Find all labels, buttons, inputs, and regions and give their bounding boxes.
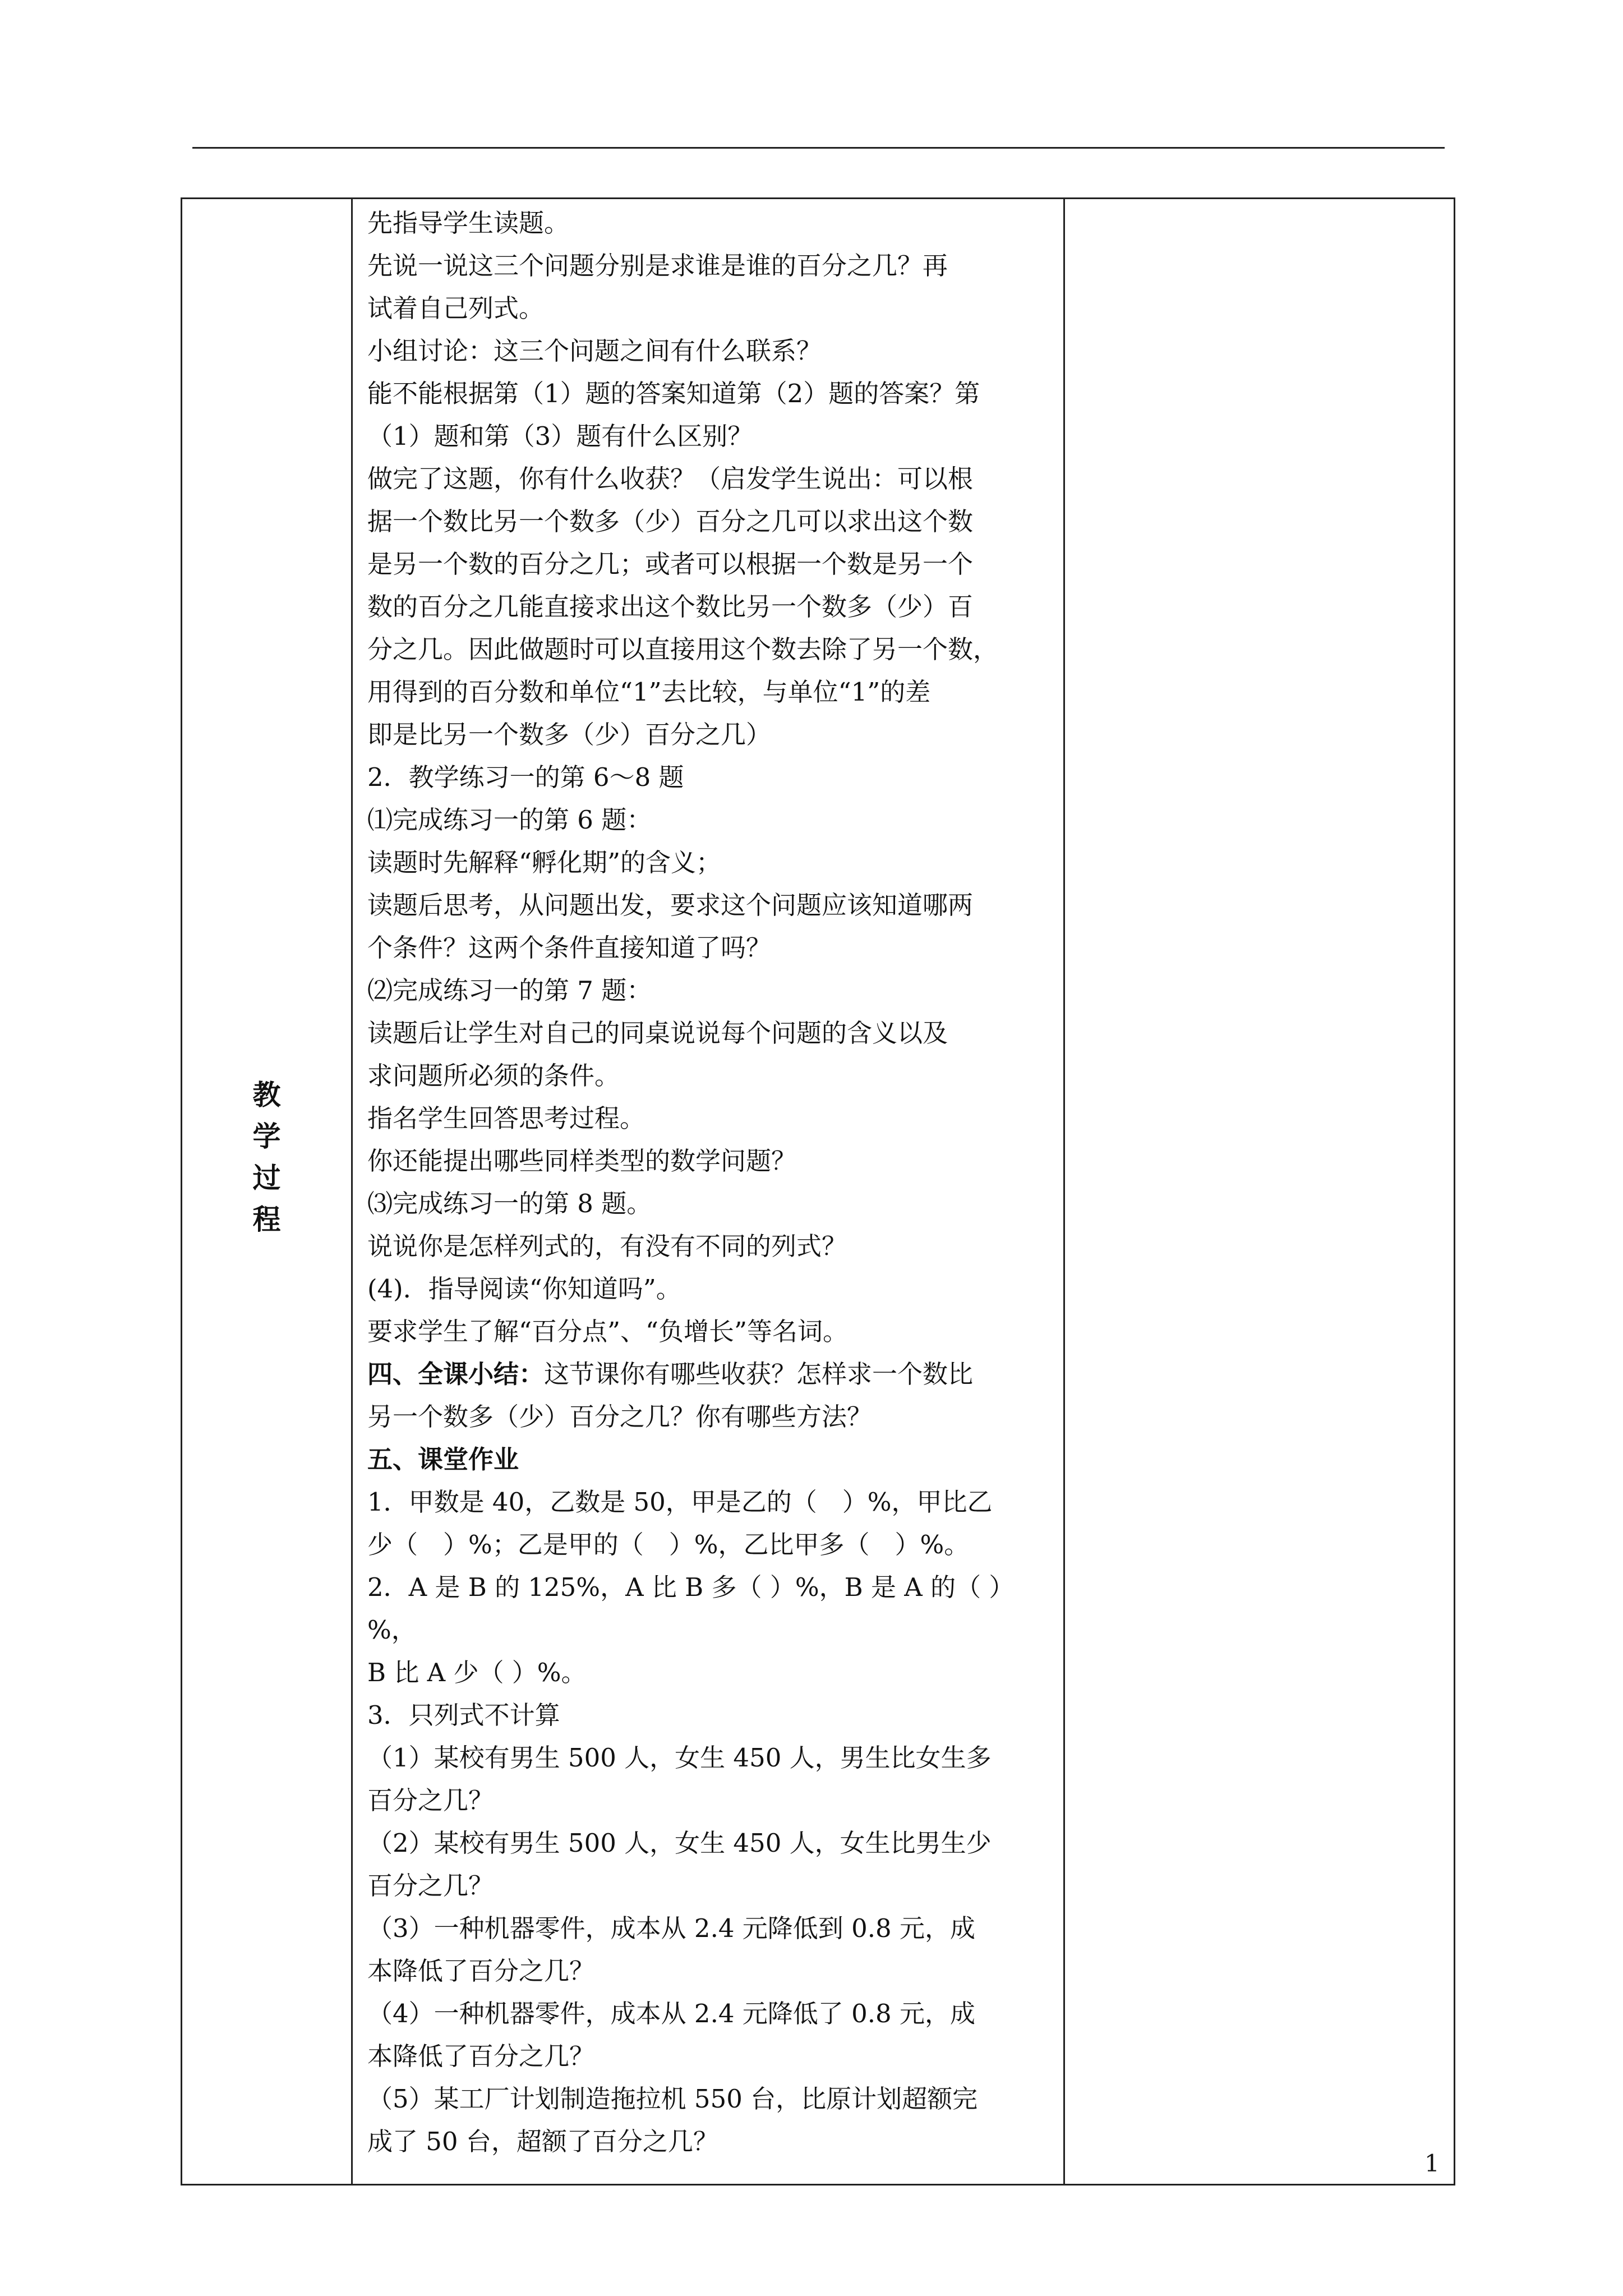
summary-text: 这节课你有哪些收获？怎样求一个数比 — [544, 1359, 974, 1389]
column-divider-left — [351, 199, 353, 2184]
section-label-teaching-process — [182, 1074, 351, 1240]
content-line: 据一个数比另一个数多（少）百分之几可以求出这个数 — [367, 507, 974, 536]
homework-line: （4）一种机器零件，成本从 2.4 元降低了 0.8 元，成 — [367, 1999, 975, 2028]
homework-line: 1．甲数是 40，乙数是 50，甲是乙的（ ）%，甲比乙 — [367, 1487, 993, 1517]
homework-line: （2）某校有男生 500 人，女生 450 人，女生比男生少 — [367, 1828, 992, 1858]
content-line: ⑵完成练习一的第 7 题： — [367, 976, 652, 1005]
content-line: ⑴完成练习一的第 6 题： — [367, 805, 652, 835]
summary-line: 另一个数多（少）百分之几？你有哪些方法？ — [367, 1402, 873, 1432]
homework-line: B 比 A 少（ ）%。 — [367, 1658, 587, 1687]
content-line: 做完了这题，你有什么收获？（启发学生说出：可以根 — [367, 464, 974, 494]
content-line: 求问题所必须的条件。 — [367, 1061, 620, 1091]
homework-line: 2．A 是 B 的 125%，A 比 B 多（ ）%，B 是 A 的（ ）%， — [367, 1572, 1015, 1645]
content-line: 读题后思考，从问题出发，要求这个问题应该知道哪两 — [367, 890, 974, 920]
content-line: 读题时先解释“孵化期”的含义； — [367, 848, 722, 877]
content-line: ⑶完成练习一的第 8 题。 — [367, 1189, 652, 1218]
section-label-char: 学 — [252, 1120, 281, 1153]
content-line: 分之几。因此做题时可以直接用这个数去除了另一个数， — [367, 634, 999, 664]
homework-line: （5）某工厂计划制造拖拉机 550 台，比原计划超额完 — [367, 2084, 978, 2114]
homework-line: 百分之几？ — [367, 1786, 494, 1815]
content-line: (4)．指导阅读“你知道吗”。 — [367, 1274, 681, 1304]
summary-heading: 四、全课小结： — [367, 1359, 545, 1389]
content-line: 数的百分之几能直接求出这个数比另一个数多（少）百 — [367, 592, 974, 622]
content-line: 试着自己列式。 — [367, 293, 545, 323]
content-line: 要求学生了解“百分点”、“负增长”等名词。 — [367, 1317, 849, 1346]
content-line: 先说一说这三个问题分别是求谁是谁的百分之几？再 — [367, 251, 948, 280]
section-label-char: 程 — [252, 1203, 281, 1236]
header-rule — [192, 147, 1445, 149]
content-line: 指名学生回答思考过程。 — [367, 1103, 645, 1133]
summary-line — [367, 1353, 1057, 1396]
content-line: 即是比另一个数多（少）百分之几） — [367, 720, 772, 749]
content-line: 先指导学生读题。 — [367, 208, 570, 238]
section-label-char: 教 — [252, 1078, 281, 1111]
column-divider-right — [1063, 199, 1065, 2184]
homework-line: （1）某校有男生 500 人，女生 450 人，男生比女生多 — [367, 1743, 992, 1773]
homework-line: 成了 50 台，超额了百分之几？ — [367, 2127, 718, 2156]
page-number: 1 — [1424, 2150, 1440, 2177]
content-line: 用得到的百分数和单位“1”去比较，与单位“1”的差 — [367, 677, 931, 707]
content-line: 说说你是怎样列式的，有没有不同的列式？ — [367, 1231, 847, 1261]
content-line: 个条件？这两个条件直接知道了吗？ — [367, 933, 772, 963]
content-line: 读题后让学生对自己的同桌说说每个问题的含义以及 — [367, 1018, 948, 1048]
homework-line: 本降低了百分之几？ — [367, 2041, 595, 2071]
homework-line: 百分之几？ — [367, 1871, 494, 1901]
content-line: 你还能提出哪些同样类型的数学问题？ — [367, 1146, 797, 1176]
homework-line: 3．只列式不计算 — [367, 1700, 560, 1730]
homework-line: （3）一种机器零件，成本从 2.4 元降低到 0.8 元，成 — [367, 1913, 975, 1943]
lesson-table — [181, 197, 1455, 2185]
homework-line: 少（ ）%；乙是甲的（ ）%，乙比甲多（ ）%。 — [367, 1530, 970, 1559]
homework-heading: 五、课堂作业 — [367, 1444, 519, 1474]
content-line: 能不能根据第（1）题的答案知道第（2）题的答案？第 — [367, 379, 980, 408]
lesson-content — [367, 202, 1057, 2163]
content-line: 小组讨论：这三个问题之间有什么联系？ — [367, 336, 822, 366]
homework-line: 本降低了百分之几？ — [367, 1956, 595, 1986]
content-line: 是另一个数的百分之几；或者可以根据一个数是另一个 — [367, 549, 974, 579]
content-line: （1）题和第（3）题有什么区别？ — [367, 421, 753, 451]
section-label-char: 过 — [252, 1161, 281, 1194]
content-line: 2．教学练习一的第 6～8 题 — [367, 762, 684, 792]
